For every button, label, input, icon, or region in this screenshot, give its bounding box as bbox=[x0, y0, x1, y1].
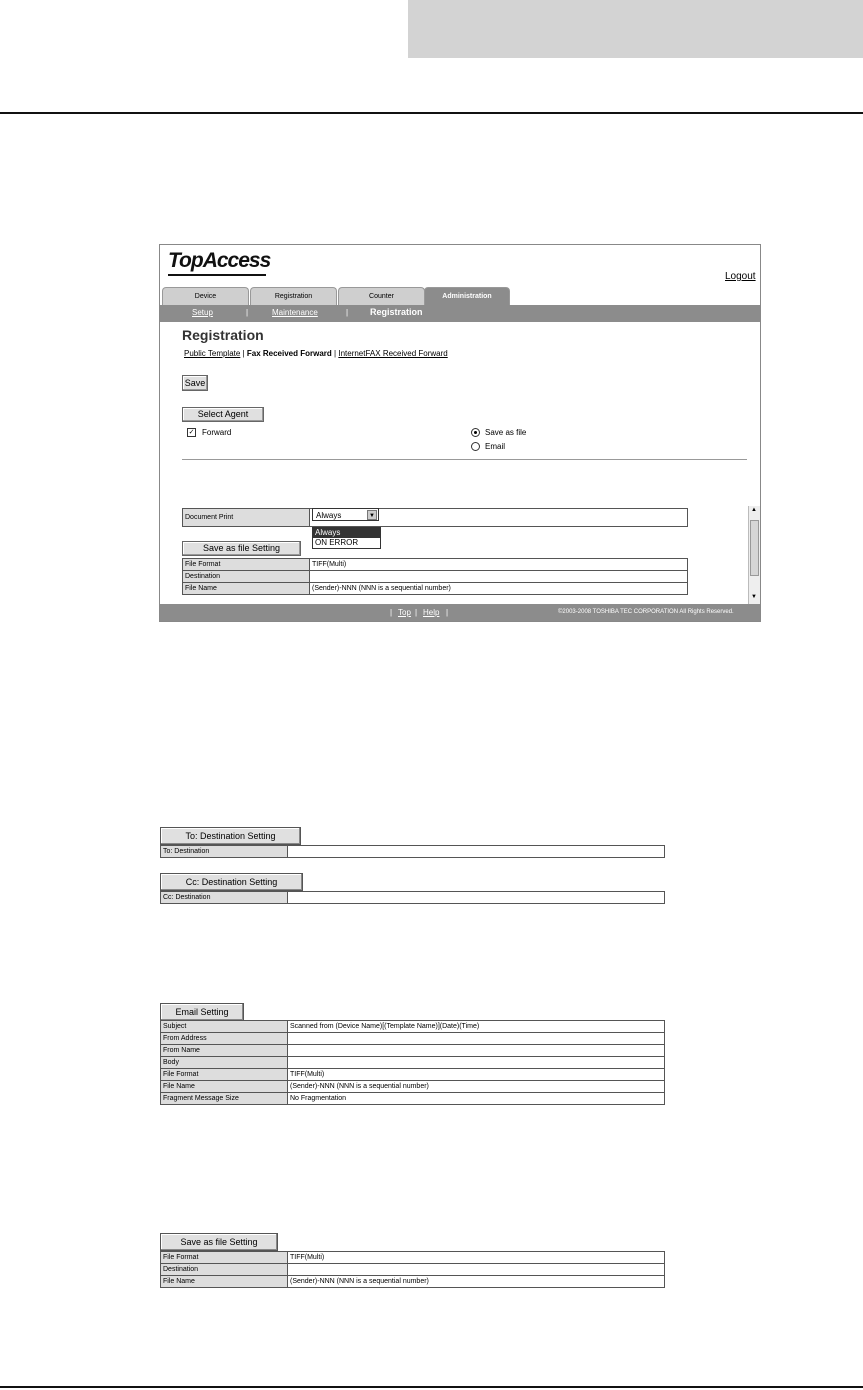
top-rule bbox=[0, 112, 863, 114]
row-key: File Name bbox=[161, 1276, 288, 1288]
row-key: File Name bbox=[183, 583, 310, 595]
forward-label: Forward bbox=[202, 428, 232, 437]
header-bar bbox=[408, 0, 863, 58]
row-value: TIFF(Multi) bbox=[288, 1069, 665, 1081]
scroll-up-icon[interactable]: ▲ bbox=[751, 507, 757, 513]
row-key: Body bbox=[161, 1057, 288, 1069]
template-separator: | bbox=[242, 349, 245, 358]
divider bbox=[182, 459, 747, 460]
email-label: Email bbox=[485, 442, 506, 451]
template-separator: | bbox=[334, 349, 337, 358]
table-row bbox=[161, 892, 665, 904]
row-value bbox=[310, 571, 688, 583]
table-row bbox=[183, 559, 688, 571]
footer-help-link[interactable]: Help bbox=[423, 608, 440, 617]
footer-separator: | bbox=[446, 608, 449, 617]
cc-destination-setting-button[interactable]: Cc: Destination Setting bbox=[160, 873, 303, 891]
tab-administration[interactable]: Administration bbox=[424, 287, 510, 306]
topaccess-logo: TopAccess bbox=[168, 249, 270, 273]
table-row bbox=[161, 1033, 665, 1045]
email-radio[interactable] bbox=[471, 442, 480, 451]
select-agent-button[interactable]: Select Agent bbox=[182, 407, 264, 422]
row-value bbox=[288, 1033, 665, 1045]
template-links bbox=[184, 349, 448, 358]
public-template-link[interactable]: Public Template bbox=[184, 349, 241, 358]
table-row bbox=[161, 1264, 665, 1276]
table-row bbox=[161, 1045, 665, 1057]
table-row bbox=[183, 583, 688, 595]
row-value: TIFF(Multi) bbox=[310, 559, 688, 571]
tab-counter[interactable]: Counter bbox=[338, 287, 425, 306]
row-value: TIFF(Multi) bbox=[288, 1252, 665, 1264]
row-key: File Format bbox=[161, 1252, 288, 1264]
sub-navigation bbox=[160, 305, 760, 322]
row-value bbox=[288, 846, 665, 858]
row-key: File Format bbox=[183, 559, 310, 571]
table-row bbox=[161, 1276, 665, 1288]
row-key: Destination bbox=[161, 1264, 288, 1276]
table-row bbox=[161, 1081, 665, 1093]
bottom-rule bbox=[0, 1386, 863, 1388]
row-key: Subject bbox=[161, 1021, 288, 1033]
to-destination-table bbox=[160, 845, 665, 858]
subnav-registration: Registration bbox=[370, 307, 423, 317]
table-row bbox=[161, 1021, 665, 1033]
chevron-down-icon[interactable]: ▼ bbox=[367, 510, 377, 520]
table-row bbox=[161, 1069, 665, 1081]
tab-registration[interactable]: Registration bbox=[250, 287, 337, 306]
row-value: Scanned from (Device Name)[(Template Name)](Date)(Time) bbox=[288, 1021, 665, 1033]
subnav-separator: | bbox=[246, 308, 249, 317]
topaccess-screenshot bbox=[159, 244, 761, 622]
save-as-file-setting-panel-button[interactable]: Save as file Setting bbox=[160, 1233, 278, 1251]
save-as-file-label: Save as file bbox=[485, 428, 527, 437]
logout-link[interactable]: Logout bbox=[725, 271, 756, 282]
tab-device[interactable]: Device bbox=[162, 287, 249, 306]
subnav-maintenance[interactable]: Maintenance bbox=[272, 308, 318, 317]
table-row bbox=[161, 1252, 665, 1264]
document-print-options bbox=[312, 527, 381, 549]
row-value bbox=[288, 1045, 665, 1057]
table-row bbox=[183, 571, 688, 583]
table-row bbox=[161, 1057, 665, 1069]
row-value: (Sender)-NNN (NNN is a sequential number) bbox=[310, 583, 688, 595]
row-key: Cc: Destination bbox=[161, 892, 288, 904]
copyright-text: ©2003-2008 TOSHIBA TEC CORPORATION All Rights Reserved. bbox=[558, 609, 734, 615]
file-settings-panel-table bbox=[160, 1251, 665, 1288]
footer-separator: | bbox=[390, 608, 393, 617]
footer-bar bbox=[160, 604, 760, 621]
internetfax-received-forward-link[interactable]: InternetFAX Received Forward bbox=[338, 349, 448, 358]
option-always[interactable]: Always bbox=[313, 528, 380, 538]
footer-separator: | bbox=[415, 608, 418, 617]
email-settings-table bbox=[160, 1020, 665, 1105]
row-key: Destination bbox=[183, 571, 310, 583]
option-on-error[interactable]: ON ERROR bbox=[315, 538, 359, 547]
scroll-thumb[interactable] bbox=[750, 520, 759, 576]
table-row bbox=[161, 1093, 665, 1105]
email-setting-button[interactable]: Email Setting bbox=[160, 1003, 244, 1021]
row-key: File Format bbox=[161, 1069, 288, 1081]
document-print-select[interactable] bbox=[312, 508, 379, 521]
row-value: (Sender)-NNN (NNN is a sequential number) bbox=[288, 1276, 665, 1288]
row-value: (Sender)-NNN (NNN is a sequential number) bbox=[288, 1081, 665, 1093]
document-print-value: Always bbox=[316, 511, 342, 520]
fax-received-forward-link[interactable]: Fax Received Forward bbox=[246, 349, 332, 358]
row-value bbox=[288, 1057, 665, 1069]
document-print-row bbox=[182, 508, 688, 527]
save-as-file-setting-button[interactable]: Save as file Setting bbox=[182, 541, 301, 556]
row-key: File Name bbox=[161, 1081, 288, 1093]
row-key: To: Destination bbox=[161, 846, 288, 858]
row-value bbox=[288, 1264, 665, 1276]
table-row bbox=[161, 846, 665, 858]
row-value: No Fragmentation bbox=[288, 1093, 665, 1105]
save-button[interactable]: Save bbox=[182, 375, 208, 391]
save-as-file-radio[interactable] bbox=[471, 428, 480, 437]
cc-destination-table bbox=[160, 891, 665, 904]
scrollbar[interactable] bbox=[748, 506, 760, 604]
file-settings-table bbox=[182, 558, 688, 595]
document-print-label: Document Print bbox=[183, 509, 310, 527]
row-key: From Name bbox=[161, 1045, 288, 1057]
footer-top-link[interactable]: Top bbox=[398, 608, 411, 617]
row-key: From Address bbox=[161, 1033, 288, 1045]
forward-checkbox[interactable]: ✓ bbox=[188, 429, 195, 436]
scroll-down-icon[interactable]: ▼ bbox=[751, 594, 757, 600]
to-destination-setting-button[interactable]: To: Destination Setting bbox=[160, 827, 301, 845]
row-key: Fragment Message Size bbox=[161, 1093, 288, 1105]
row-value bbox=[288, 892, 665, 904]
subnav-setup[interactable]: Setup bbox=[192, 308, 213, 317]
page-title: Registration bbox=[182, 327, 264, 343]
subnav-separator: | bbox=[346, 308, 349, 317]
